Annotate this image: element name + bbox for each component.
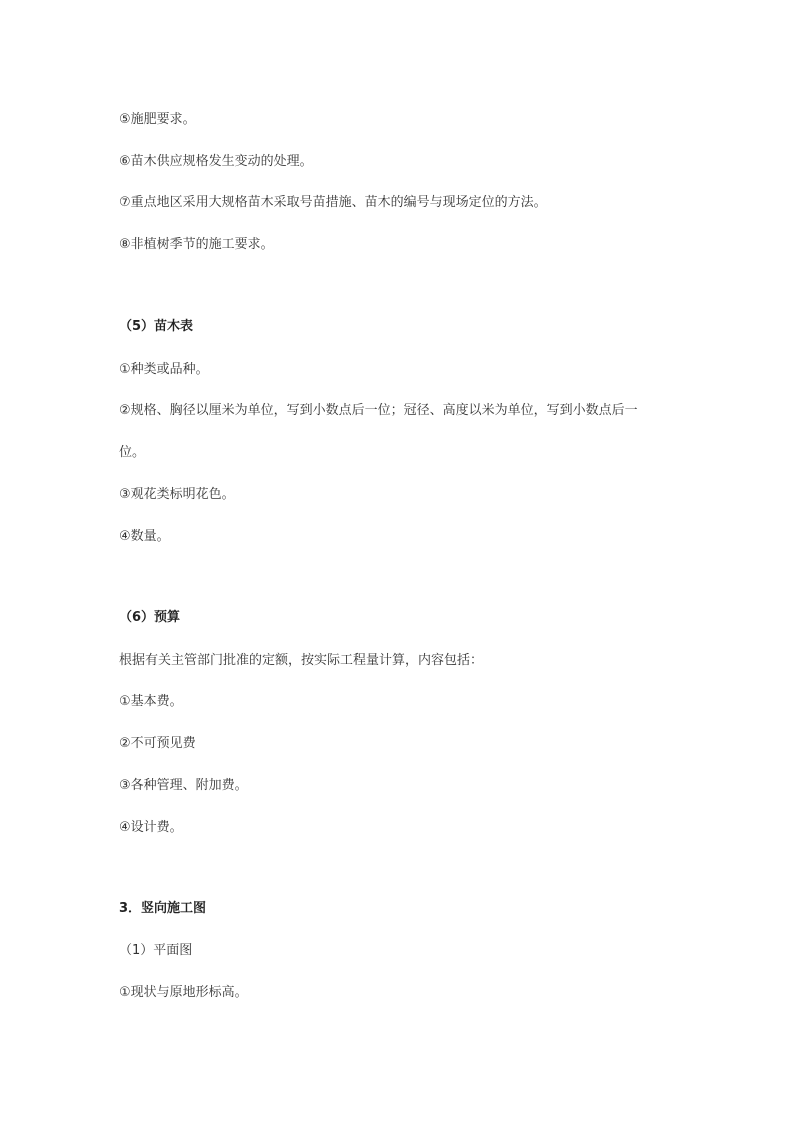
list-item-specification: ②规格、胸径以厘米为单位，写到小数点后一位；冠径、高度以米为单位，写到小数点后一: [119, 403, 638, 418]
list-item-flower-color: ③观花类标明花色。: [119, 487, 235, 502]
list-item-design-fee: ④设计费。: [119, 820, 183, 835]
list-item-contingency-fee: ②不可预见费: [119, 736, 196, 751]
section-heading-seedling-table: （5）苗木表: [119, 319, 194, 334]
list-item-basic-fee: ①基本费。: [119, 694, 183, 709]
list-item-quantity: ④数量。: [119, 529, 170, 544]
list-item-specification-cont: 位。: [119, 445, 146, 460]
list-item-terrain-elevation: ①现状与原地形标高。: [119, 985, 248, 1000]
section-heading-budget: （6）预算: [119, 610, 181, 625]
list-item-management-fee: ③各种管理、附加费。: [119, 778, 248, 793]
section-heading-vertical-construction: 3．竖向施工图: [119, 901, 207, 916]
list-item-fertilizing: ⑤施肥要求。: [119, 112, 196, 127]
list-item-species: ①种类或品种。: [119, 362, 209, 377]
list-item-off-season: ⑧非植树季节的施工要求。: [119, 237, 274, 252]
paragraph-budget-intro: 根据有关主管部门批准的定额，按实际工程量计算，内容包括：: [119, 653, 484, 668]
subsection-heading-plan: （1）平面图: [119, 943, 193, 958]
list-item-spec-change: ⑥苗木供应规格发生变动的处理。: [119, 154, 313, 169]
list-item-key-area-method: ⑦重点地区采用大规格苗木采取号苗措施、苗木的编号与现场定位的方法。: [119, 195, 547, 210]
